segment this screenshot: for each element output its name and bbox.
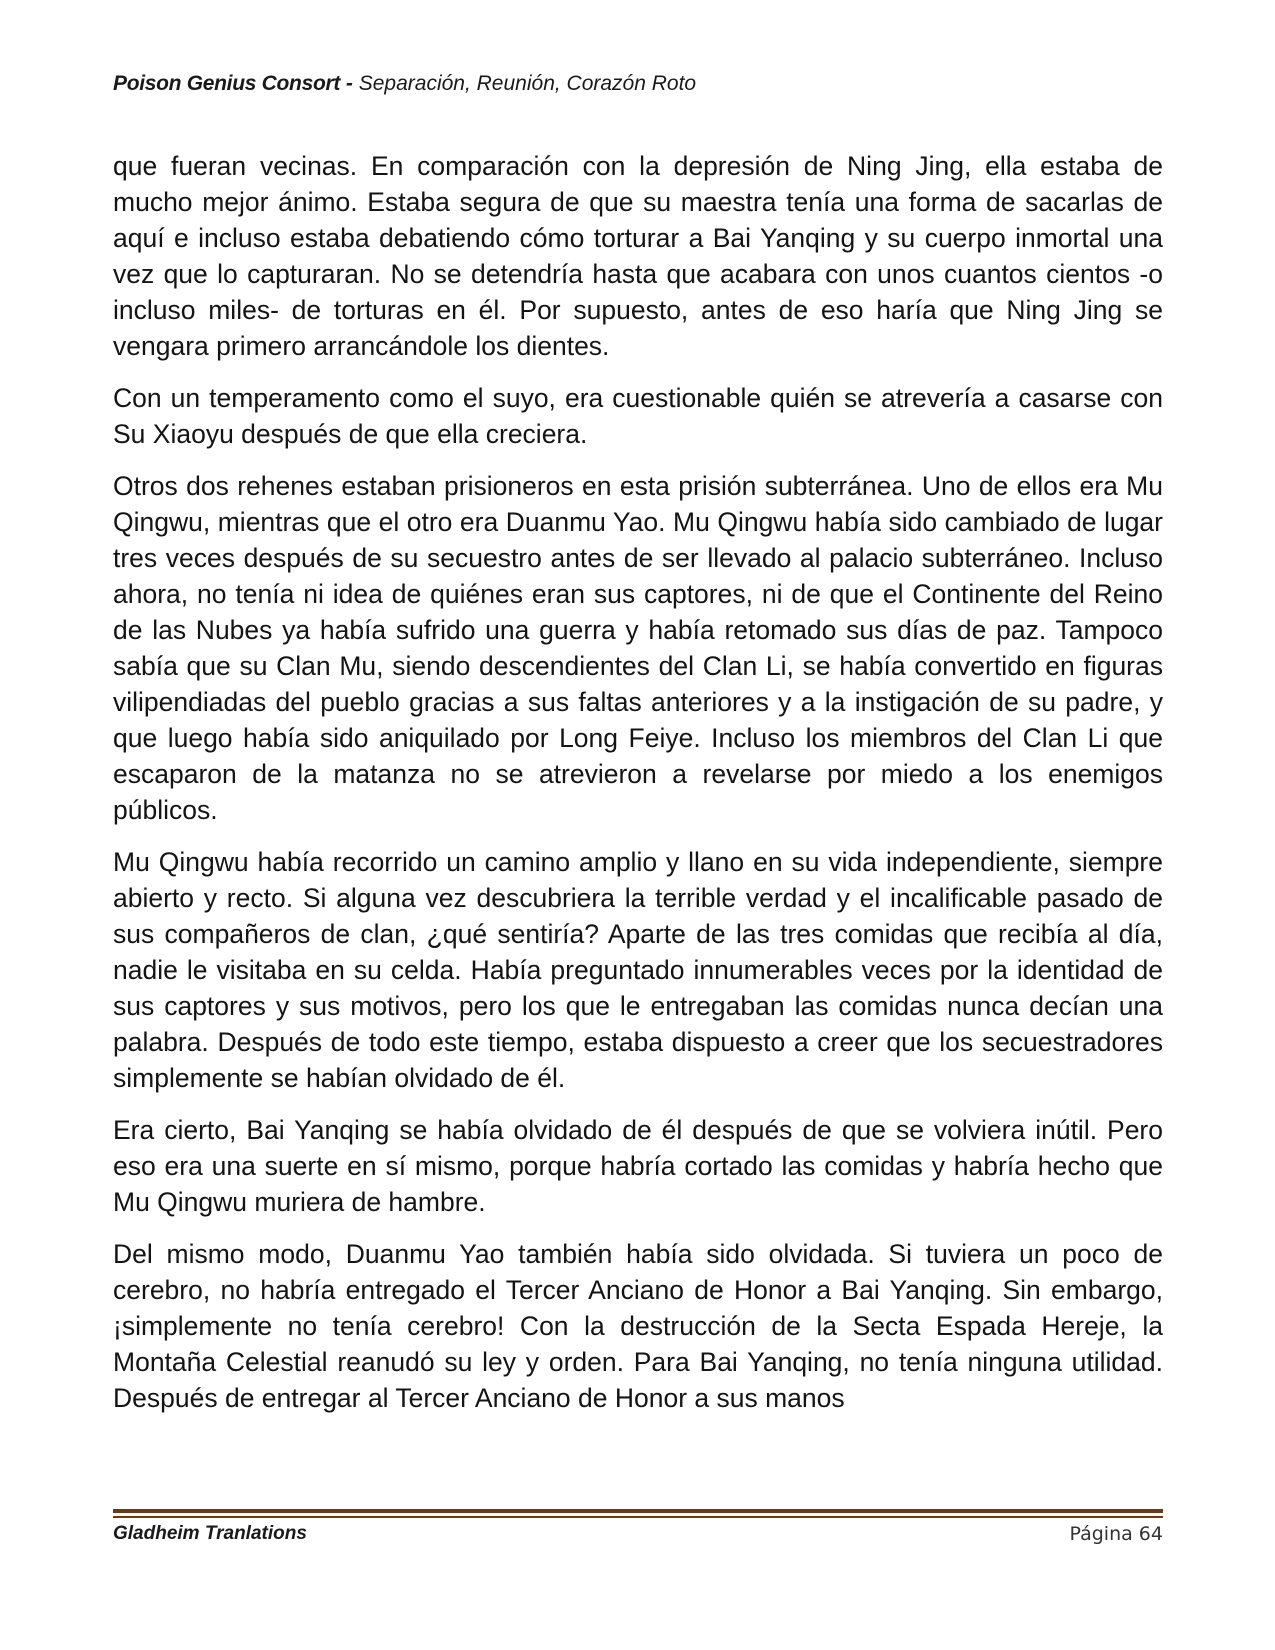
book-title: Poison Genius Consort xyxy=(113,72,341,95)
paragraph: que fueran vecinas. En comparación con la depresión de Ning Jing, ella estaba de mucho mejor ánimo. Estaba segura de que su maestra tenía una forma de sacarlas de aquí e incluso estaba debatiendo cómo torturar a Bai Yanqing y su cuerpo inmortal una vez que lo capturaran. No se detendría hasta que acabara con unos cuantos cientos -o incluso miles- de torturas en él. Por supuesto, antes de eso haría que Ning Jing se vengara primero arrancándole los dientes. xyxy=(113,151,1163,361)
chapter-title: Separación, Reunión, Corazón Roto xyxy=(358,72,697,95)
paragraph: Con un temperamento como el suyo, era cuestionable quién se atrevería a casarse con Su Xiaoyu después de que ella creciera. xyxy=(113,383,1163,449)
footer-publisher: Gladheim Tranlations xyxy=(113,1523,307,1544)
paragraph: Otros dos rehenes estaban prisioneros en esta prisión subterránea. Uno de ellos era Mu Qingwu, mientras que el otro era Duanmu Yao. Mu Qingwu había sido cambiado de lugar tres veces después de su secuestro antes de ser llevado al palacio subterráneo. Incluso ahora, no tenía ni idea de quiénes eran sus captores, ni de que el Continente del Reino de las Nubes ya había sufrido una guerra y había retomado sus días de paz. Tampoco sabía que su Clan Mu, siendo descendientes del Clan Li, se había convertido en figuras vilipendiadas del pueblo gracias a sus faltas anteriores y a la instigación de su padre, y que luego había sido aniquilado por Long Feiye. Incluso los miembros del Clan Li que escaparon de la matanza no se atrevieron a revelarse por miedo a los enemigos públicos. xyxy=(113,471,1163,825)
paragraph: Del mismo modo, Duanmu Yao también había sido olvidada. Si tuviera un poco de cerebro, no habría entregado el Tercer Anciano de Honor a Bai Yanqing. Sin embargo, ¡simplemente no tenía cerebro! Con la destrucción de la Secta Espada Hereje, la Montaña Celestial reanudó su ley y orden. Para Bai Yanqing, no tenía ninguna utilidad. Después de entregar al Tercer Anciano de Honor a sus manos xyxy=(113,1239,1163,1413)
footer-divider-thin xyxy=(113,1516,1163,1518)
body-text xyxy=(113,148,1163,1432)
header-separator: - xyxy=(340,72,359,95)
running-header xyxy=(113,72,696,96)
paragraph: Era cierto, Bai Yanqing se había olvidado de él después de que se volviera inútil. Pero eso era una suerte en sí mismo, porque habría cortado las comidas y habría hecho que Mu Qingwu muriera de hambre. xyxy=(113,1115,1163,1217)
paragraph: Mu Qingwu había recorrido un camino amplio y llano en su vida independiente, siempre abierto y recto. Si alguna vez descubriera la terrible verdad y el incalificable pasado de sus compañeros de clan, ¿qué sentiría? Aparte de las tres comidas que recibía al día, nadie le visitaba en su celda. Había preguntado innumerables veces por la identidad de sus captores y sus motivos, pero los que le entregaban las comidas nunca decían una palabra. Después de todo este tiempo, estaba dispuesto a creer que los secuestradores simplemente se habían olvidado de él. xyxy=(113,847,1163,1093)
footer-divider-thick xyxy=(113,1509,1163,1513)
page-number: Página 64 xyxy=(1069,1523,1163,1545)
